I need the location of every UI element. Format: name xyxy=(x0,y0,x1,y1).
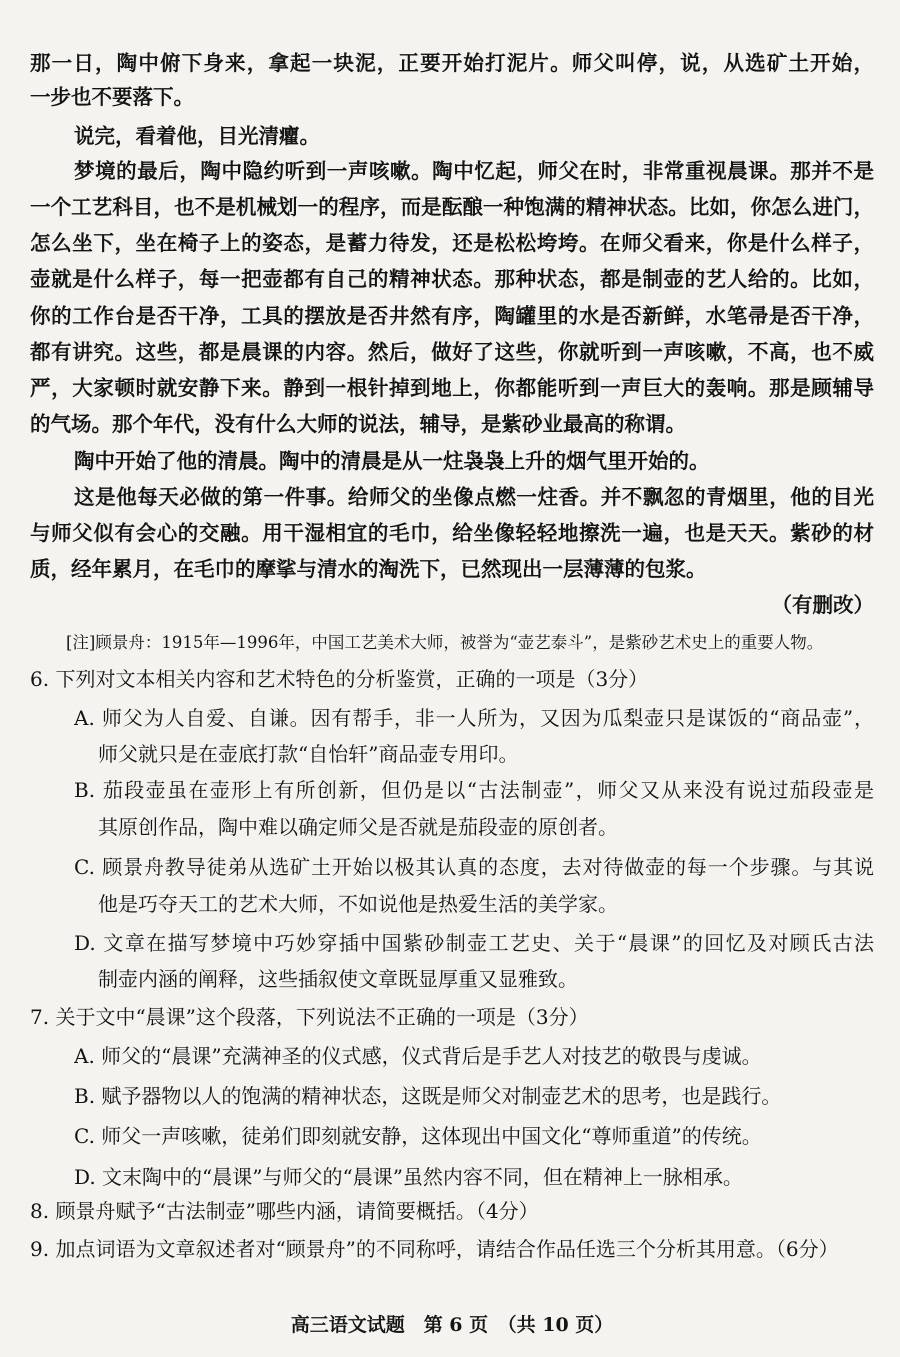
question-7-stem: 7. 关于文中“晨课”这个段落，下列说法不正确的一项是（3分） xyxy=(30,1005,589,1029)
passage-line: 怎么坐下，坐在椅子上的姿态，是蓄力待发，还是松松垮垮。在师父看来，你是什么样子， xyxy=(30,231,874,255)
question-8: 8. 顾景舟赋予“古法制壶”哪些内涵，请简要概括。（4分） xyxy=(30,1199,539,1223)
passage-line: 都有讲究。这些，都是晨课的内容。然后，做好了这些，你就听到一声咳嗽，不高，也不威 xyxy=(30,340,874,364)
question-7-option: B. 赋予器物以人的饱满的精神状态，这既是师父对制壶艺术的思考，也是践行。 xyxy=(74,1084,782,1108)
passage-line: 严，大家顿时就安静下来。静到一根针掉到地上，你都能听到一声巨大的轰响。那是顾辅导 xyxy=(30,376,874,400)
passage-line: 的气场。那个年代，没有什么大师的说法，辅导，是紫砂业最高的称谓。 xyxy=(30,412,686,436)
passage-line: 你的工作台是否干净，工具的摆放是否井然有序，陶罐里的水是否新鲜，水笔帚是否干净， xyxy=(30,304,874,328)
question-6-option: 师父就只是在壶底打款“自怡轩”商品壶专用印。 xyxy=(98,742,519,766)
passage-line: 壶就是什么样子，每一把壶都有自己的精神状态。那种状态，都是制壶的艺人给的。比如， xyxy=(30,267,874,291)
page-footer: 高三语文试题 第 6 页 （共 10 页） xyxy=(290,1314,614,1336)
question-7-option: C. 师父一声咳嗽，徒弟们即刻就安静，这体现出中国文化“尊师重道”的传统。 xyxy=(74,1124,762,1148)
question-6-option: D. 文章在描写梦境中巧妙穿插中国紫砂制壶工艺史、关于“晨课”的回忆及对顾氏古法 xyxy=(74,931,874,955)
question-7-option: A. 师父的“晨课”充满神圣的仪式感，仪式背后是手艺人对技艺的敬畏与虔诚。 xyxy=(74,1044,762,1068)
passage-line: 那一日，陶中俯下身来，拿起一块泥，正要开始打泥片。师父叫停，说，从选矿土开始， xyxy=(30,51,874,75)
passage-line: 一步也不要落下。 xyxy=(30,85,194,109)
passage-line: 与师父似有会心的交融。用干湿相宜的毛巾，给坐像轻轻地擦洗一遍，也是天天。紫砂的材 xyxy=(30,521,874,545)
question-6-option: C. 顾景舟教导徒弟从选矿土开始以极其认真的态度，去对待做壶的每一个步骤。与其说 xyxy=(74,855,874,879)
question-6-option: 其原创作品，陶中难以确定师父是否就是茄段壶的原创者。 xyxy=(98,815,618,839)
question-6-option: A. 师父为人自爱、自谦。因有帮手，非一人所为，又因为瓜梨壶只是谋饭的“商品壶”， xyxy=(74,706,874,730)
passage-line: 质，经年累月，在毛巾的摩挲与清水的淘洗下，已然现出一层薄薄的包浆。 xyxy=(30,557,707,581)
source-note: （有删改） xyxy=(771,593,874,617)
question-6-option: 他是巧夺天工的艺术大师，不如说他是热爱生活的美学家。 xyxy=(98,892,618,916)
passage-line: 一个工艺科目，也不是机械划一的程序，而是酝酿一种饱满的精神状态。比如，你怎么进门， xyxy=(30,195,874,219)
passage-line: 这是他每天必做的第一件事。给师父的坐像点燃一炷香。并不飘忽的青烟里，他的目光 xyxy=(74,485,874,509)
question-9: 9. 加点词语为文章叙述者对“顾景舟”的不同称呼，请结合作品任选三个分析其用意。（6分） xyxy=(30,1237,839,1261)
passage-line: 说完，看着他，目光清癯。 xyxy=(74,124,320,148)
passage-line: 梦境的最后，陶中隐约听到一声咳嗽。陶中忆起，师父在时，非常重视晨课。那并不是 xyxy=(74,159,874,183)
question-7-option: D. 文末陶中的“晨课”与师父的“晨课”虽然内容不同，但在精神上一脉相承。 xyxy=(74,1165,743,1189)
question-6-option: 制壶内涵的阐释，这些插叙使文章既显厚重又显雅致。 xyxy=(98,967,578,991)
question-6-option: B. 茄段壶虽在壶形上有所创新，但仍是以“古法制壶”，师父又从来没有说过茄段壶是 xyxy=(74,778,874,802)
footnote: [注]顾景舟：1915年—1996年，中国工艺美术大师，被誉为“壶艺泰斗”，是紫砂艺术史上的重要人物。 xyxy=(66,633,824,652)
question-6-stem: 6. 下列对文本相关内容和艺术特色的分析鉴赏，正确的一项是（3分） xyxy=(30,667,649,691)
passage-line: 陶中开始了他的清晨。陶中的清晨是从一炷袅袅上升的烟气里开始的。 xyxy=(74,449,710,473)
